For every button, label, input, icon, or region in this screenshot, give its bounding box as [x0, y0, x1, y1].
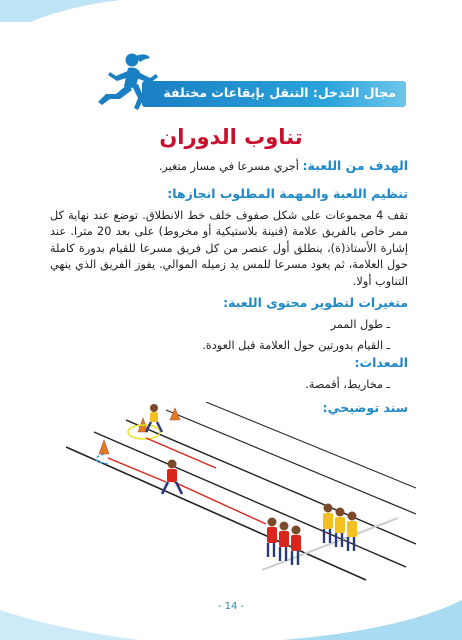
- goal-label: الهدف من اللعبة:: [302, 158, 408, 173]
- runner-icon: [86, 50, 166, 116]
- banner-text: مجال التدخل: التنقل بإيقاعات مختلفة: [163, 85, 396, 100]
- list-item: ـ طول الممر: [330, 318, 390, 331]
- variations-heading: متغيرات لتطوير محتوى اللعبة:: [223, 295, 408, 310]
- relay-illustration: [66, 402, 416, 582]
- list-item: ـ مخاريط، أقمصة.: [305, 378, 390, 391]
- page-title: تناوب الدوران: [159, 125, 303, 149]
- section-banner: [142, 81, 406, 107]
- equipment-heading: المعدات:: [354, 355, 408, 370]
- corner-decoration: [0, 0, 120, 22]
- organization-heading: تنظيم اللعبة والمهمة المطلوب انجازها:: [167, 186, 408, 201]
- support-heading: سند توضيحي:: [322, 400, 408, 415]
- page-number: - 14 -: [217, 601, 245, 612]
- goal-text: أجري مسرعا في مسار متغير.: [158, 160, 303, 173]
- list-item: ـ القيام بدورتين حول العلامة قبل العودة.: [202, 339, 390, 352]
- goal-line: [40, 158, 408, 173]
- organization-paragraph: تقف 4 مجموعات على شكل صفوف خلف خط الانطلاق. توضع عند نهاية كل ممر خاص بالفريق علامة (قنينة بلاستيكية أو مخروط) على بعد 20 مترا. عند إشارة الأستاذ(ة)، ينطلق أول عنصر من كل فريق مسرعا للقيام بدورة كاملة حول العلامة، ثم يعود مسرعا للمس يد زميله الموالي. يفوز الفريق الذي ينهي التناوب أولا.: [50, 209, 408, 288]
